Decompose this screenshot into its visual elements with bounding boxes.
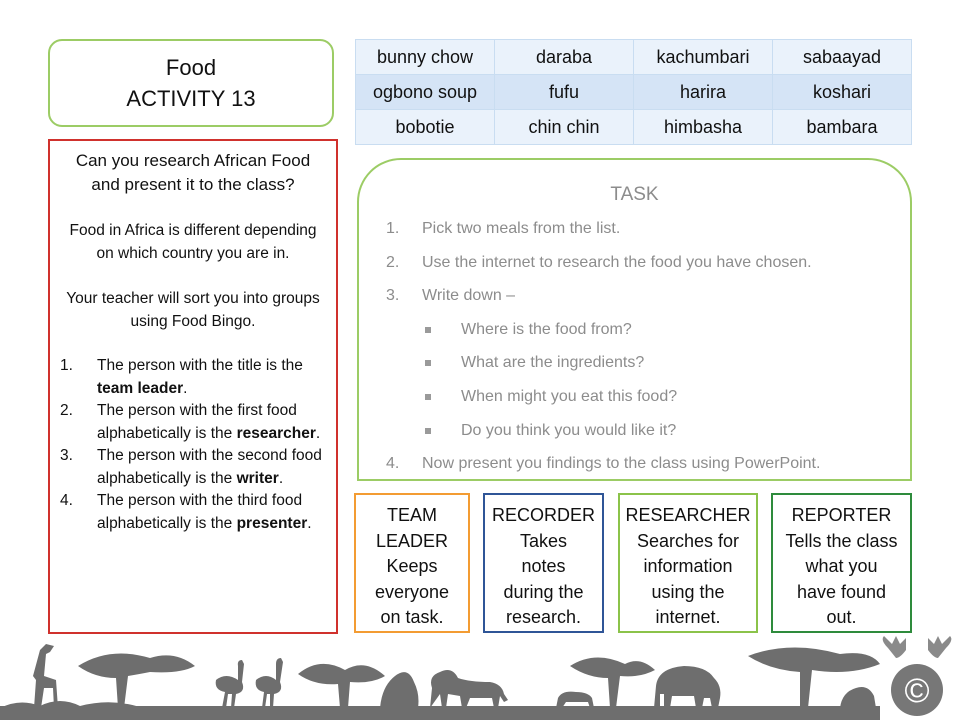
step-number: 2. (386, 254, 400, 271)
food-cell: harira (634, 75, 773, 110)
food-cell: daraba (495, 40, 634, 75)
question-text: Where is the food from? (461, 321, 632, 338)
role-line: out. (826, 607, 857, 627)
food-cell: ogbono soup (356, 75, 495, 110)
acacia-tree-icon (298, 664, 385, 708)
elephant-icon (654, 666, 720, 708)
square-bullet-icon (425, 360, 431, 366)
step-text: Write down – (422, 287, 516, 304)
food-cell: koshari (773, 75, 912, 110)
item-text (97, 355, 326, 400)
food-cell: chin chin (495, 110, 634, 145)
item-text-end: . (278, 469, 284, 487)
role-line: on task. (380, 607, 444, 627)
role-line: REPORTER (791, 505, 892, 525)
role-line: internet. (655, 607, 721, 627)
step-text: Use the internet to research the food you have chosen. (422, 254, 812, 271)
food-cell: fufu (495, 75, 634, 110)
role-name: researcher (236, 424, 316, 442)
activity-title-card (48, 39, 334, 127)
acacia-tree-icon (78, 654, 195, 709)
role-card-researcher (618, 493, 758, 633)
role-line: have found (796, 581, 887, 602)
role-line: during the (503, 581, 584, 602)
role-line: LEADER (375, 530, 449, 551)
antler-icon (883, 636, 906, 658)
food-cell: bobotie (356, 110, 495, 145)
role-line: research. (505, 607, 582, 627)
item-text-end: . (183, 379, 188, 397)
role-line: using the (651, 581, 725, 602)
item-text (97, 445, 326, 490)
food-row (356, 40, 912, 75)
food-row (356, 75, 912, 110)
step-number: 3. (386, 287, 400, 304)
item-text (97, 490, 326, 535)
item-text-end: . (315, 424, 321, 442)
food-cell: bambara (773, 110, 912, 145)
instructions-panel (48, 139, 338, 634)
role-line: Searches for (636, 530, 740, 551)
food-cell: bunny chow (356, 40, 495, 75)
step-text: Now present you findings to the class using PowerPoint. (422, 455, 821, 472)
food-row (356, 110, 912, 145)
item-text (97, 400, 326, 445)
role-line: Tells the class (785, 530, 898, 551)
role-name: writer (236, 469, 279, 487)
step-number: 4. (386, 455, 400, 472)
task-title: TASK (610, 184, 659, 205)
square-bullet-icon (425, 327, 431, 333)
item-text-plain: The person with the first food alphabetically is the (97, 402, 297, 442)
safari-silhouette-banner (0, 636, 960, 720)
food-cell: sabaayad (773, 40, 912, 75)
role-assignment-item (60, 400, 326, 445)
role-assignment-item (60, 355, 326, 400)
role-line: Takes (519, 530, 568, 551)
role-line: information (643, 556, 733, 576)
item-number: 1. (60, 357, 73, 374)
item-text-plain: The person with the third food alphabetically is the (97, 492, 303, 532)
giraffe-icon (33, 644, 58, 708)
role-name: presenter (236, 514, 308, 532)
step-number: 1. (386, 220, 400, 237)
role-line: what you (805, 556, 878, 576)
role-name: team leader (97, 379, 184, 397)
item-text-plain: The person with the second food alphabetically is the (97, 447, 322, 487)
intro-paragraph: Food in Africa is different depending on which country you are in. (69, 222, 317, 262)
grouping-paragraph: Your teacher will sort you into groups using Food Bingo. (66, 290, 320, 330)
role-line: TEAM (386, 505, 437, 525)
bush-icon (840, 687, 876, 708)
item-number: 3. (60, 447, 73, 464)
item-number: 2. (60, 402, 73, 419)
role-line: Keeps (386, 556, 438, 576)
lion-icon (430, 670, 508, 708)
item-text-plain: The person with the title is the (97, 357, 303, 374)
step-text: Pick two meals from the list. (422, 220, 621, 237)
item-text-end: . (307, 514, 312, 532)
item-number: 4. (60, 492, 73, 509)
square-bullet-icon (425, 394, 431, 400)
role-assignment-list (60, 355, 326, 535)
role-card-reporter (771, 493, 912, 633)
activity-number: ACTIVITY 13 (126, 86, 256, 111)
role-card-team-leader (354, 493, 470, 633)
task-panel (357, 158, 912, 481)
role-card-recorder (483, 493, 604, 633)
warthog-icon (556, 692, 594, 708)
ostrich-icon (216, 660, 244, 708)
ostrich-icon (256, 658, 283, 708)
role-line: everyone (374, 581, 450, 602)
role-line: RESEARCHER (625, 505, 751, 525)
bush-icon (380, 672, 419, 708)
moose-logo (883, 636, 952, 716)
question-text: When might you eat this food? (461, 388, 678, 405)
role-line: RECORDER (491, 505, 595, 525)
square-bullet-icon (425, 428, 431, 434)
research-question: Can you research African Food and present it to the class? (75, 151, 311, 194)
food-cell: himbasha (634, 110, 773, 145)
role-assignment-item (60, 445, 326, 490)
question-text: What are the ingredients? (461, 354, 645, 371)
question-text: Do you think you would like it? (461, 422, 677, 439)
food-cell: kachumbari (634, 40, 773, 75)
antler-icon (928, 636, 951, 658)
role-line: notes (521, 556, 566, 576)
food-bingo-table (355, 39, 912, 145)
copyright-icon: © (904, 672, 930, 710)
role-assignment-item (60, 490, 326, 535)
activity-title: Food (165, 55, 217, 80)
